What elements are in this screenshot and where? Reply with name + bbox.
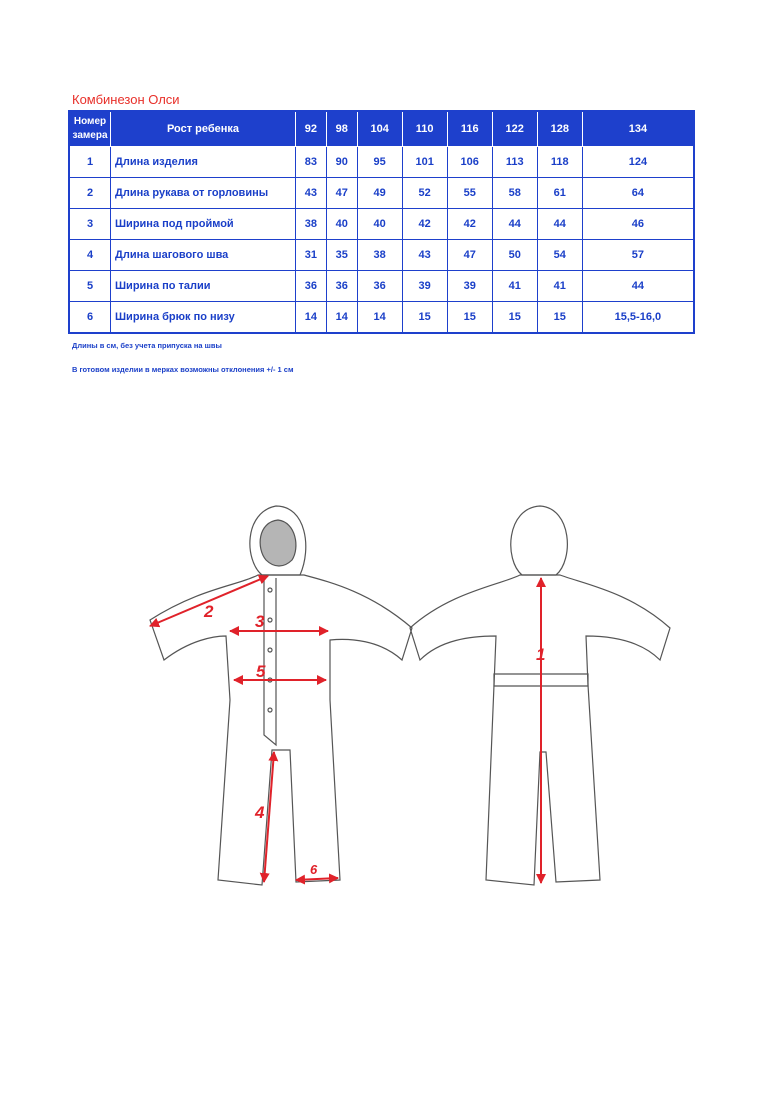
table-cell: 42 [402,209,447,240]
snap-button [268,648,272,652]
note-tolerance: В готовом изделии в мерках возможны отклонения +/- 1 см [72,365,294,374]
table-cell: 49 [357,178,402,209]
snap-button [268,708,272,712]
header-height: Рост ребенка [111,111,296,147]
table-cell: 64 [582,178,694,209]
table-cell: 58 [492,178,537,209]
table-cell: 42 [447,209,492,240]
measure-4-line [264,752,274,882]
table-cell: 124 [582,147,694,178]
header-size-104: 104 [357,111,402,147]
table-cell: 83 [296,147,327,178]
hood-opening [260,520,296,566]
row-number: 1 [69,147,111,178]
row-label: Длина рукава от горловины [111,178,296,209]
table-cell: 61 [537,178,582,209]
row-number: 4 [69,240,111,271]
measurement-lines [150,576,541,883]
table-cell: 36 [296,271,327,302]
table-cell: 43 [296,178,327,209]
table-cell: 44 [492,209,537,240]
front-view [150,506,412,885]
header-number: Номер замера [69,111,111,147]
row-number: 6 [69,302,111,334]
table-cell: 44 [582,271,694,302]
marker-1: 1 [536,645,546,664]
table-cell: 41 [492,271,537,302]
table-cell: 57 [582,240,694,271]
header-size-116: 116 [447,111,492,147]
table-cell: 50 [492,240,537,271]
snap-button [268,618,272,622]
marker-4: 4 [255,803,265,822]
table-cell: 106 [447,147,492,178]
header-size-98: 98 [326,111,357,147]
table-cell: 36 [326,271,357,302]
table-cell: 15 [447,302,492,334]
header-size-122: 122 [492,111,537,147]
table-cell: 15 [402,302,447,334]
table-cell: 47 [326,178,357,209]
page-title: Комбинезон Олси [72,92,180,107]
row-number: 3 [69,209,111,240]
table-cell: 38 [357,240,402,271]
marker-5: 5 [256,662,266,681]
measure-6-line [296,878,338,880]
row-label: Ширина под проймой [111,209,296,240]
table-cell: 14 [326,302,357,334]
table-cell: 55 [447,178,492,209]
table-cell: 14 [357,302,402,334]
marker-3: 3 [255,612,265,631]
table-cell: 113 [492,147,537,178]
header-size-110: 110 [402,111,447,147]
front-placket [264,578,276,745]
table-cell: 39 [447,271,492,302]
table-cell: 43 [402,240,447,271]
table-cell: 39 [402,271,447,302]
table-cell: 41 [537,271,582,302]
row-label: Ширина по талии [111,271,296,302]
header-size-128: 128 [537,111,582,147]
table-cell: 90 [326,147,357,178]
snap-button [268,588,272,592]
marker-6: 6 [310,862,318,877]
table-cell: 38 [296,209,327,240]
table-cell: 54 [537,240,582,271]
table-cell: 95 [357,147,402,178]
table-cell: 35 [326,240,357,271]
table-cell: 44 [537,209,582,240]
header-size-134: 134 [582,111,694,147]
table-cell: 31 [296,240,327,271]
row-number: 2 [69,178,111,209]
table-cell: 15,5-16,0 [582,302,694,334]
table-cell: 36 [357,271,402,302]
row-label: Длина шагового шва [111,240,296,271]
front-body [150,575,412,885]
table-cell: 47 [447,240,492,271]
header-size-92: 92 [296,111,327,147]
note-lengths: Длины в см, без учета припуска на швы [72,341,222,350]
row-label: Ширина брюк по низу [111,302,296,334]
table-cell: 101 [402,147,447,178]
table-cell: 52 [402,178,447,209]
back-hood [511,506,568,575]
row-label: Длина изделия [111,147,296,178]
table-cell: 14 [296,302,327,334]
table-cell: 40 [357,209,402,240]
table-cell: 40 [326,209,357,240]
marker-2: 2 [204,602,214,621]
row-number: 5 [69,271,111,302]
table-cell: 15 [537,302,582,334]
table-cell: 46 [582,209,694,240]
table-cell: 118 [537,147,582,178]
table-cell: 15 [492,302,537,334]
